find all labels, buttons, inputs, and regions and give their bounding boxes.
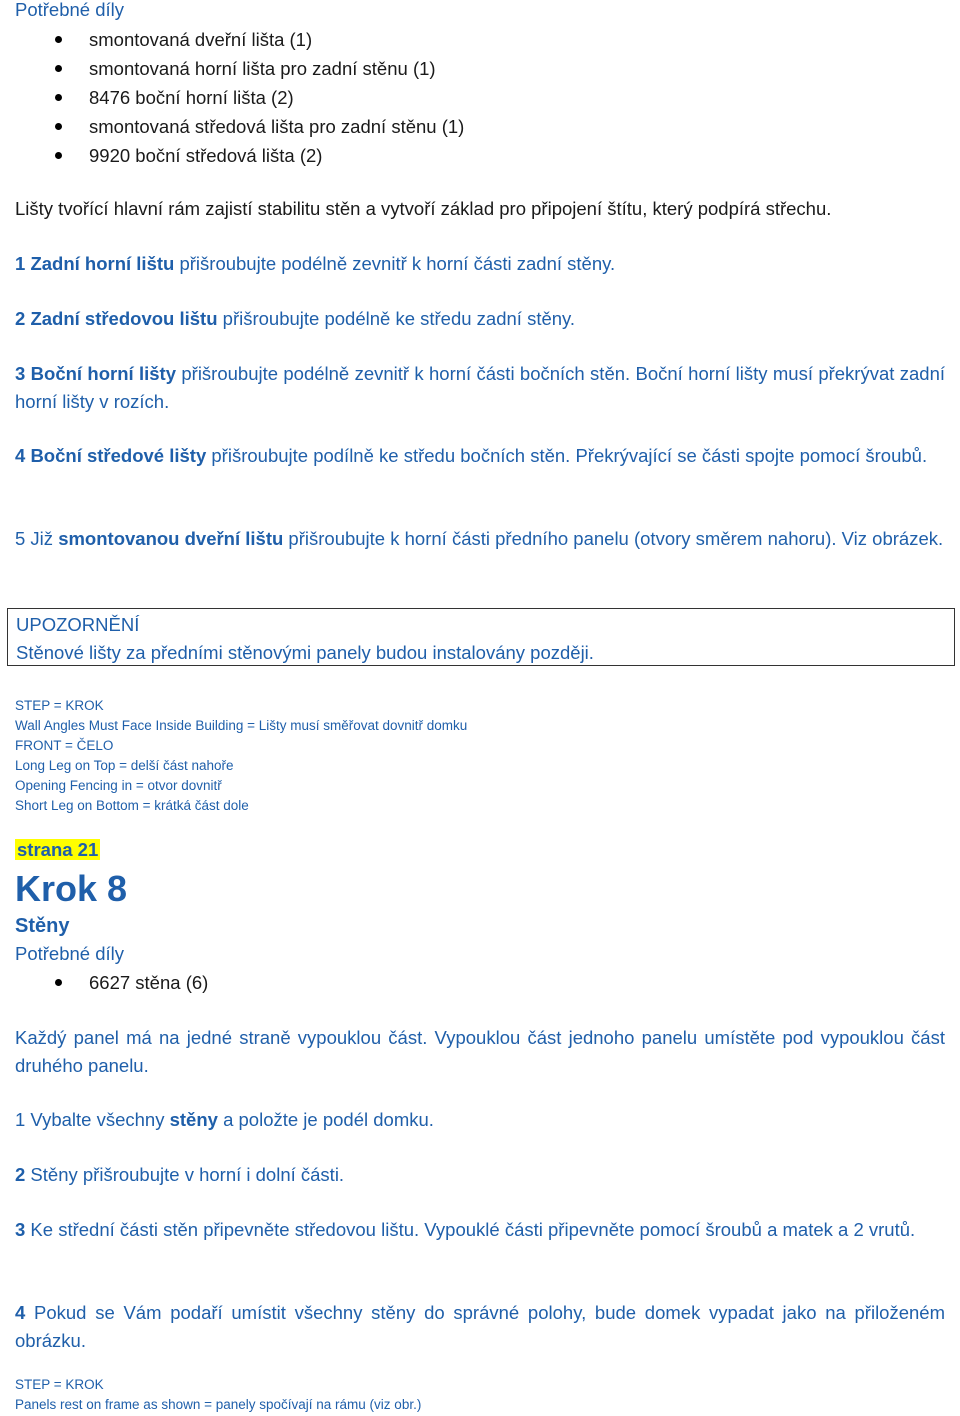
glossary-item: Long Leg on Top = delší část nahoře [15, 758, 234, 773]
section-subtitle: Stěny [15, 915, 70, 937]
list-item: smontovaná horní lišta pro zadní stěnu (1) [15, 54, 945, 83]
step-text: a položte je podél domku. [217, 1109, 434, 1130]
glossary-item: FRONT = ČELO [15, 738, 114, 753]
warning-text: Stěnové lišty za předními stěnovými panely budou instalovány později. [16, 642, 594, 663]
step-number: 3 [15, 363, 26, 384]
step-text: Již [25, 528, 59, 549]
list-item: smontovaná dveřní lišta (1) [15, 25, 945, 54]
step-paragraph [15, 1216, 945, 1244]
list-item: smontovaná středová lišta pro zadní stěnu (1) [15, 112, 945, 141]
parts-list [15, 25, 945, 170]
parts-heading: Potřebné díly [15, 943, 125, 964]
page-label: strana 21 [17, 839, 99, 860]
glossary-item: STEP = KROK [15, 698, 104, 713]
intro-paragraph: Lišty tvořící hlavní rám zajistí stabilitu stěn a vytvoří základ pro připojení štítu, který podpírá střechu. [15, 198, 832, 219]
list-item: 6627 stěna (6) [15, 968, 945, 997]
step-paragraph [15, 1299, 945, 1355]
glossary-item: Panels rest on frame as shown = panely spočívají na rámu (viz obr.) [15, 1397, 422, 1412]
intro-paragraph: Každý panel má na jedné straně vypouklou část. Vypouklou část jednoho panelu umístěte pod vypouklou část druhého panelu. [15, 1027, 945, 1076]
list-item: 9920 boční středová lišta (2) [15, 141, 945, 170]
step-number: 5 [15, 528, 26, 549]
step-paragraph [15, 1161, 945, 1189]
glossary-item: Wall Angles Must Face Inside Building = Lišty musí směřovat dovnitř domku [15, 718, 468, 733]
step-emphasis: smontovanou dveřní lištu [58, 528, 284, 549]
parts-heading: Potřebné díly [15, 0, 125, 20]
glossary-item: Short Leg on Bottom = krátká část dole [15, 798, 249, 813]
page-label-row [15, 836, 945, 866]
step-number: 2 [15, 308, 26, 329]
step-paragraph [15, 360, 945, 416]
step-paragraph [15, 442, 945, 470]
step-text: Pokud se Vám podaří umístit všechny stěny do správné polohy, bude domek vypadat jako na přiloženém obrázku. [15, 1302, 945, 1351]
step-number: 1 [15, 253, 26, 274]
step-number: 4 [15, 1302, 26, 1323]
step-paragraph [15, 305, 945, 333]
step-number: 1 [15, 1109, 26, 1130]
step-number: 2 [15, 1164, 26, 1185]
glossary [15, 1375, 945, 1415]
step-text: Vybalte všechny [25, 1109, 170, 1130]
warning-box [7, 608, 955, 666]
step-emphasis: stěny [169, 1109, 218, 1130]
step-paragraph [15, 250, 945, 278]
step-number: 4 [15, 445, 26, 466]
parts-list [15, 968, 945, 997]
step-paragraph [15, 1106, 945, 1134]
step-text: přišroubujte podélně zevnitř k horní části bočních stěn. Boční horní lišty musí překrývat zadní horní lišty v rozích. [15, 363, 946, 412]
glossary-item: STEP = KROK [15, 1377, 104, 1392]
list-item: 8476 boční horní lišta (2) [15, 83, 945, 112]
warning-title: UPOZORNĚNÍ [16, 614, 140, 635]
step-text: přišroubujte k horní části předního panelu (otvory směrem nahoru). Viz obrázek. [283, 528, 944, 549]
step-text: Stěny přišroubujte v horní i dolní části. [25, 1164, 345, 1185]
step-text: přišroubujte podélně zevnitř k horní části zadní stěny. [174, 253, 616, 274]
step-emphasis: Boční horní lišty [30, 363, 177, 384]
step-emphasis: Zadní horní lištu [30, 253, 175, 274]
step-emphasis: Boční středové lišty [30, 445, 207, 466]
step-number: 3 [15, 1219, 26, 1240]
glossary [15, 696, 945, 816]
glossary-item: Opening Fencing in = otvor dovnitř [15, 778, 222, 793]
step-paragraph [15, 525, 945, 553]
page-title: Krok 8 [15, 868, 128, 909]
step-text: přišroubujte podílně ke středu bočních stěn. Překrývající se části spojte pomocí šroubů. [206, 445, 928, 466]
step-text: přišroubujte podélně ke středu zadní stěny. [217, 308, 576, 329]
step-text: Ke střední části stěn připevněte středovou lištu. Vypouklé části připevněte pomocí šroubů a matek a 2 vrutů. [25, 1219, 916, 1240]
step-emphasis: Zadní středovou lištu [30, 308, 218, 329]
